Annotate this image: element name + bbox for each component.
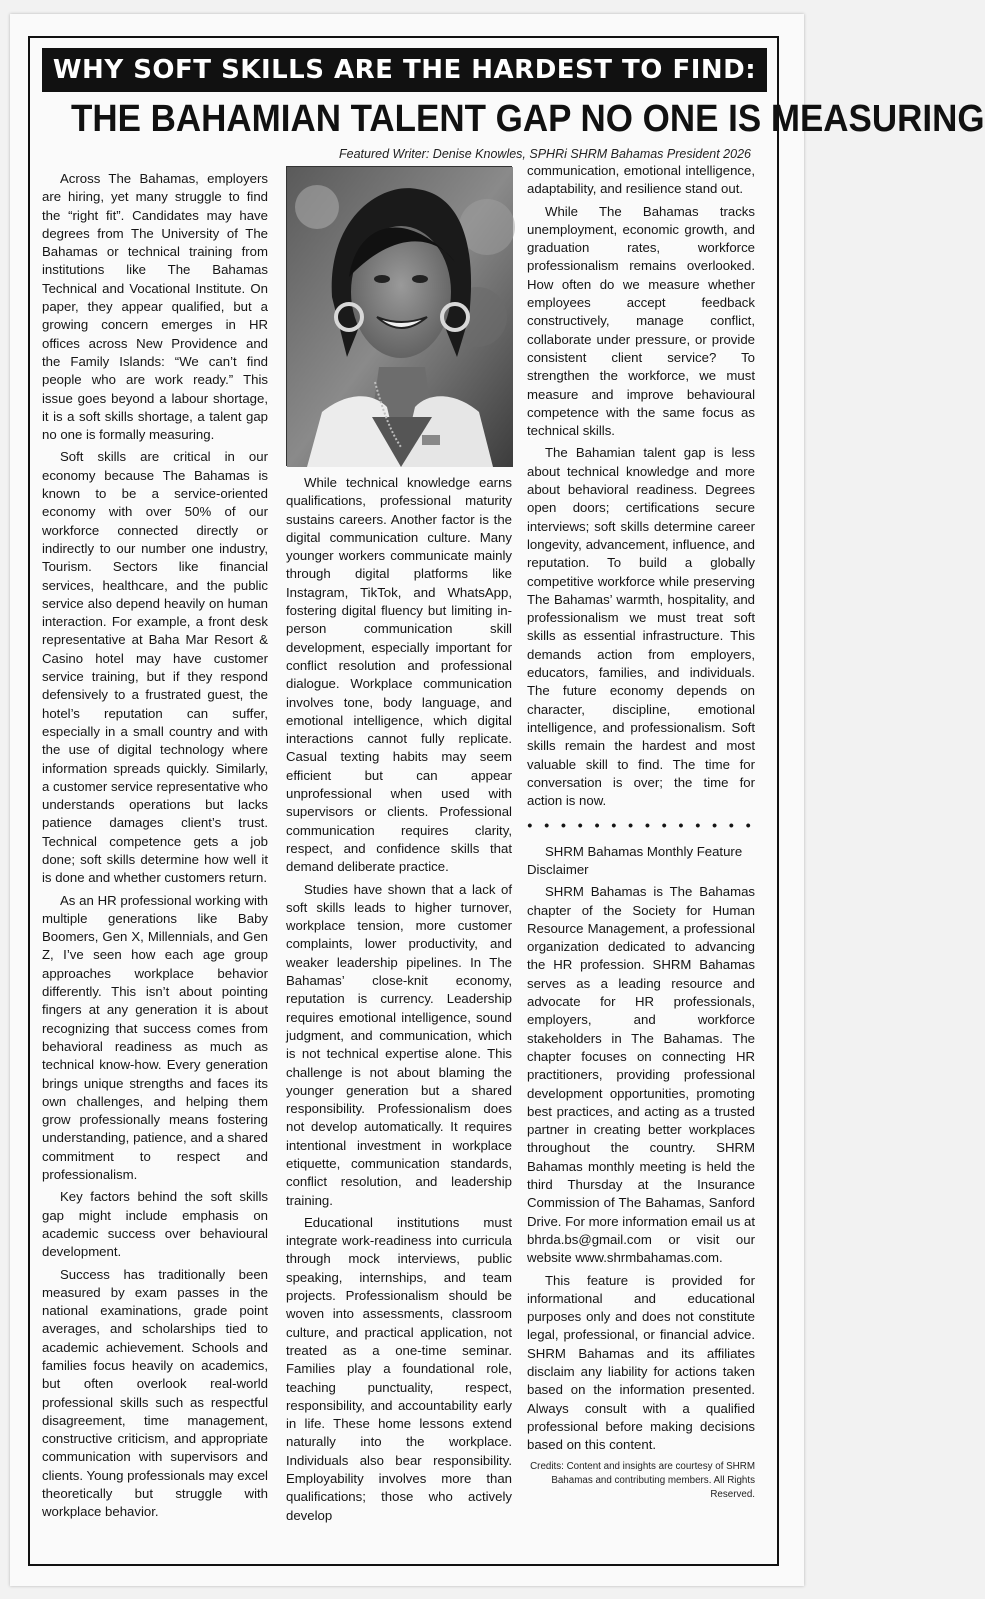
paragraph: Key factors behind the soft skills gap might include emphasis on academic success over behavioural development. (42, 1189, 268, 1260)
paragraph: As an HR professional working with multiple generations like Baby Boomers, Gen X, Millennials, and Gen Z, I’ve seen how each age group approaches workplace behavior differently. This isn’t about pointing fingers at any generation it is about recognizing that success comes from behavioral readiness as much as technical know-how. Every generation brings unique strengths and faces its own challenges, and helping them grow professionally means fostering understanding, patience, and a shared commitment to respect and professionalism. (42, 892, 268, 1183)
section-separator: • • • • • • • • • • • • • • (527, 817, 755, 834)
newspaper-page (10, 14, 985, 1586)
paragraph: Studies have shown that a lack of soft skills leads to higher turnover, workplace tension, more customer complaints, lower productivity, and weaker leadership pipelines. In The Bahamas’ close-knit economy, reputation is currency. Leadership requires emotional intelligence, sound judgment, and communication, which is not technical expertise alone. This challenge is not about blaming the younger generation but a shared responsibility. Professionalism does not develop automatically. It requires intentional investment in workplace etiquette, communication standards, conflict resolution, and leadership training. (286, 881, 512, 1208)
column-2-text (286, 474, 512, 1525)
paragraph: Across The Bahamas, employers are hiring, yet many struggle to find the “right fit”. Candidates may have degrees from The University of The Bahamas or technical training from institutions like The Bahamas Technical and Vocational Institute. On paper, they appear qualified, but a growing concern emerges in HR offices across New Providence and the Family Islands: “We can’t find people who are work ready.” This issue goes beyond a labour shortage, it is a soft skills shortage, a talent gap no one is formally measuring. (42, 171, 268, 443)
article-headline: THE BAHAMIAN TALENT GAP NO ONE IS MEASURING (71, 98, 985, 140)
paragraph: While technical knowledge earns qualifications, professional maturity sustains careers. Another factor is the digital communication culture. Many younger workers communicate mainly through digital platforms like Instagram, TikTok, and WhatsApp, fostering digital fluency but limiting in-person communication skill development, especially important for conflict resolution and professional dialogue. Workplace communication involves tone, body language, and emotional intelligence, which digital interactions cannot fully replicate. Casual texting habits may seem efficient but can appear unprofessional when used with supervisors or clients. Professional communication requires clarity, respect, and confidence skills that demand deliberate practice. (286, 475, 512, 875)
column-1 (42, 170, 268, 1526)
article-banner: WHY SOFT SKILLS ARE THE HARDEST TO FIND: (42, 48, 767, 92)
author-portrait-image (287, 167, 513, 467)
paragraph: While The Bahamas tracks unemployment, economic growth, and graduation rates, workforce professionalism remains overlooked. How often do we measure whether employees accept feedback constructively, manage conflict, collaborate under pressure, or provide consistent client service? To strengthen the workforce, we must measure and improve behavioural competence with the same focus as technical skills. (527, 203, 755, 439)
paragraph: SHRM Bahamas is The Bahamas chapter of the Society for Human Resource Management, a professional organization dedicated to advancing the HR profession. SHRM Bahamas serves as a leading resource and advocate for HR professionals, employers, and workforce stakeholders in The Bahamas. The chapter focuses on connecting HR practitioners, providing professional development opportunities, promoting best practices, and acting as a trusted partner in creating better workplaces throughout the country. SHRM Bahamas monthly meeting is held the third Thursday at the Insurance Commission of The Bahamas, Sanford Drive. For more information email us at bhrda.bs@gmail.com or visit our website www.shrmbahamas.com. (527, 884, 755, 1266)
author-photo (286, 166, 512, 466)
paragraph: Success has traditionally been measured by exam passes in the national examinations, grade point averages, and scholarships tied to academic achievement. Schools and families focus heavily on academics, but often overlook real-world professional skills such as respectful disagreement, time management, constructive criticism, and appropriate communication with supervisors and clients. Young professionals may excel theoretically but struggle with workplace behavior. (42, 1266, 268, 1520)
disclaimer-title: SHRM Bahamas Monthly Feature Disclaimer (527, 843, 743, 877)
article-byline: Featured Writer: Denise Knowles, SPHRi SHRM Bahamas President 2026 (339, 147, 751, 161)
column-3 (527, 162, 755, 1502)
column-2 (286, 166, 512, 1529)
credits-note: Credits: Content and insights are courtesy of SHRM Bahamas and contributing members. All Rights Reserved. (530, 1461, 755, 1501)
paragraph: This feature is provided for informational and educational purposes only and does not constitute legal, professional, or financial advice. SHRM Bahamas and its affiliates disclaim any liability for actions taken based on the information presented. Always consult with a qualified professional before making decisions based on this content. (527, 1272, 755, 1453)
paragraph: Soft skills are critical in our economy because The Bahamas is known to be a service-oriented economy with over 50% of our workforce connected directly or indirectly to our number one industry, Tourism. Sectors like financial services, healthcare, and the public service also depend heavily on human interaction. For example, a front desk representative at Baha Mar Resort & Casino hotel may have customer service training, but if they respond defensively to a frustrated guest, the hotel’s reputation can suffer, especially in a small country and with the use of digital technology where information spreads quickly. Similarly, a customer service representative who understands operations but lacks patience damages client’s trust. Technical competence gets a job done; soft skills determine how well it is done and whether customers return. (42, 449, 268, 886)
paragraph: Educational institutions must integrate work-readiness into curricula through mock interviews, public speaking, internships, and team projects. Professionalism should be woven into assessments, classroom culture, and practical application, not treated as a one-time seminar. Families play a foundational role, teaching punctuality, respect, responsibility, and accountability early in life. These home lessons extend naturally into the workplace. Individuals also bear responsibility. Employability involves more than qualifications; those who actively develop (286, 1214, 512, 1523)
article-frame (28, 36, 985, 1566)
paragraph: communication, emotional intelligence, adaptability, and resilience stand out. (527, 163, 755, 197)
paragraph: The Bahamian talent gap is less about technical knowledge and more about behavioral readiness. Degrees open doors; certifications secure interviews; soft skills determine career longevity, advancement, influence, and reputation. To build a globally competitive workforce while preserving The Bahamas’ warmth, hospitality, and professionalism we must treat soft skills as essential infrastructure. This demands action from employers, educators, families, and individuals. The future economy depends on character, discipline, emotional intelligence, and professionalism. Soft skills remain the hardest and most valuable skill to find. The time for conversation is over; the time for action is now. (527, 445, 755, 809)
